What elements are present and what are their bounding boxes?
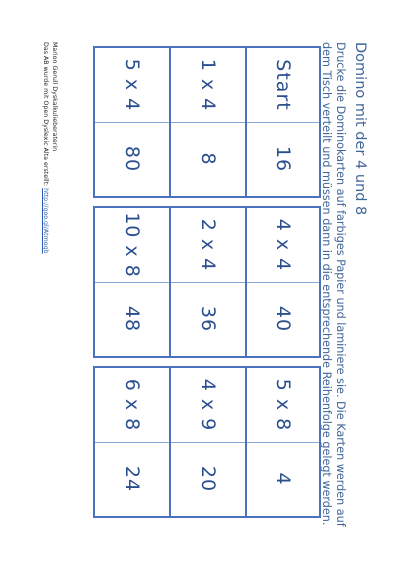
domino-card (169, 366, 245, 518)
domino-card (245, 46, 321, 198)
page-title: Domino mit der 4 und 8 (352, 42, 368, 216)
domino-group-2 (85, 206, 321, 358)
instruction-line-2: dem Tisch verteilt und müssen dann in die entsprechende Reihenfolge gelegt werden. (320, 42, 333, 526)
domino-group-1 (85, 46, 321, 198)
domino-answer: 4 (272, 472, 294, 486)
domino-card (169, 206, 245, 358)
domino-task: 10 x 8 (121, 211, 143, 278)
domino-task: 4 x 9 (197, 378, 219, 431)
domino-task: Start (272, 59, 294, 111)
domino-card (93, 206, 169, 358)
domino-answer: 8 (197, 152, 219, 166)
domino-answer: 24 (121, 466, 143, 493)
domino-card (169, 46, 245, 198)
domino-task: 2 x 4 (197, 218, 219, 271)
instruction-line-1: Drucke die Dominokarten auf farbiges Papier und laminiere sie. Die Karten werden auf (334, 42, 347, 527)
footer-link[interactable]: http://goo.gl/Atmoqb (42, 188, 49, 254)
footer-note (42, 42, 49, 254)
domino-answer: 36 (197, 306, 219, 333)
domino-card (245, 206, 321, 358)
domino-answer: 48 (121, 306, 143, 333)
domino-card (93, 46, 169, 198)
domino-answer: 20 (197, 466, 219, 493)
domino-answer: 80 (121, 146, 143, 173)
domino-task: 5 x 8 (272, 378, 294, 431)
domino-task: 4 x 4 (272, 218, 294, 271)
domino-task: 1 x 4 (197, 58, 219, 111)
domino-card (93, 366, 169, 518)
domino-answer: 40 (272, 306, 294, 333)
domino-answer: 16 (272, 146, 294, 173)
domino-task: 5 x 4 (121, 58, 143, 111)
domino-task: 6 x 8 (121, 378, 143, 431)
domino-card (245, 366, 321, 518)
footer-note-text: Das AB wurde mit Open Dyslexic Alta erstellt: (42, 42, 49, 187)
domino-group-3 (85, 366, 321, 518)
footer-author: Marion Gerull Dyskalkulieberaterin (51, 42, 58, 152)
